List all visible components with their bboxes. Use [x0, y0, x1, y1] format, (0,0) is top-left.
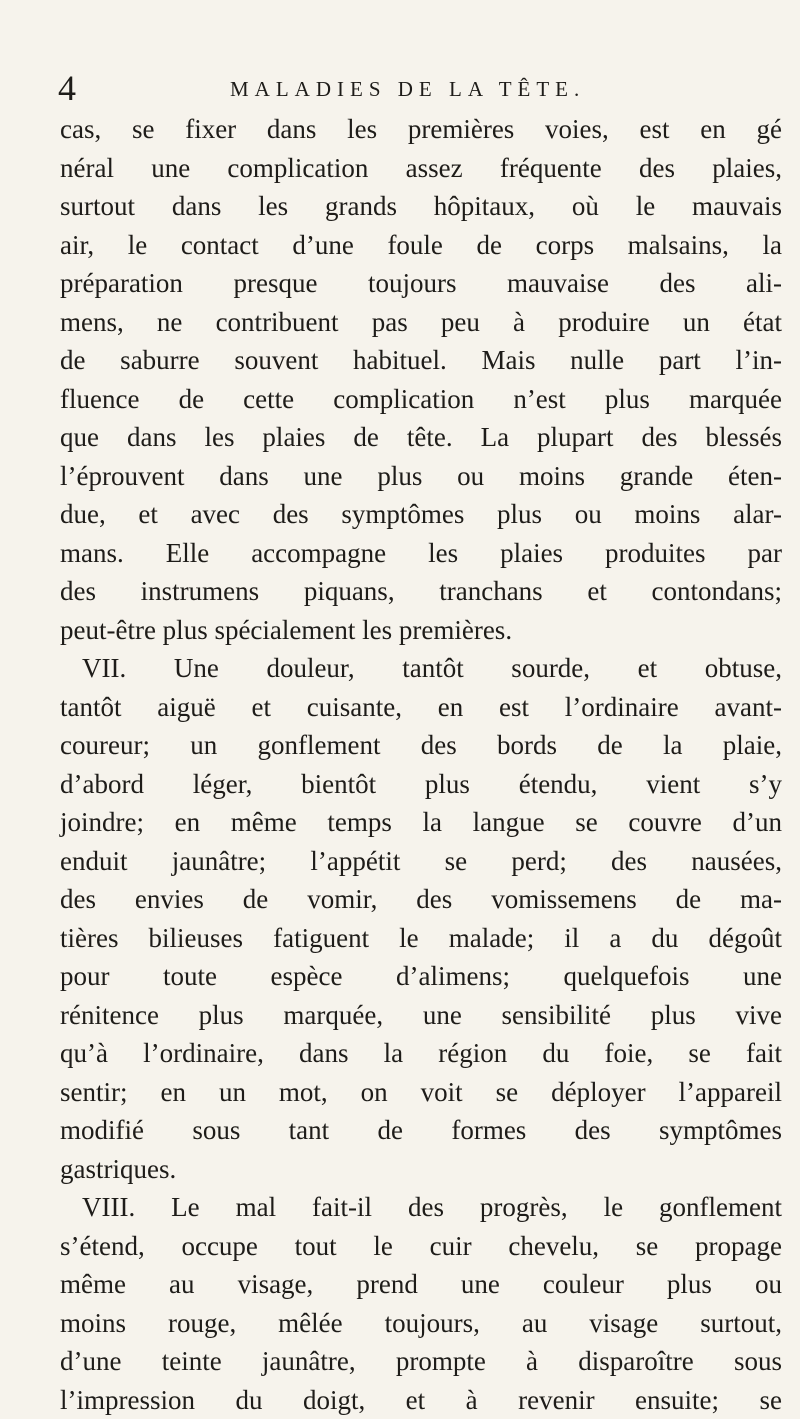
section-start-line: VIII. Le mal fait-il des progrès, le gonflement — [60, 1188, 782, 1227]
text-line: coureur; un gonflement des bords de la plaie, — [60, 726, 782, 765]
text-line: fluence de cette complication n’est plus marquée — [60, 380, 782, 419]
text-line: d’abord léger, bientôt plus étendu, vient s’y — [60, 765, 782, 804]
text-line: due, et avec des symptômes plus ou moins alar- — [60, 495, 782, 534]
text-line: d’une teinte jaunâtre, prompte à disparoître sous — [60, 1342, 782, 1381]
body-text — [60, 110, 782, 1419]
text-line: l’éprouvent dans une plus ou moins grande éten- — [60, 457, 782, 496]
text-line: même au visage, prend une couleur plus ou — [60, 1265, 782, 1304]
text-line: des envies de vomir, des vomissemens de ma- — [60, 880, 782, 919]
text-line: mens, ne contribuent pas peu à produire un état — [60, 303, 782, 342]
running-head: MALADIES DE LA TÊTE. — [230, 74, 585, 104]
text-line: qu’à l’ordinaire, dans la région du foie, se fait — [60, 1034, 782, 1073]
text-line: préparation presque toujours mauvaise des ali- — [60, 264, 782, 303]
text-line: de saburre souvent habituel. Mais nulle part l’in- — [60, 341, 782, 380]
text-line: gastriques. — [60, 1150, 782, 1189]
text-line: enduit jaunâtre; l’appétit se perd; des nausées, — [60, 842, 782, 881]
text-line: mans. Elle accompagne les plaies produites par — [60, 534, 782, 573]
page-number: 4 — [58, 68, 76, 108]
text-line: l’impression du doigt, et à revenir ensuite; se — [60, 1381, 782, 1419]
text-line: s’étend, occupe tout le cuir chevelu, se propage — [60, 1227, 782, 1266]
text-line: rénitence plus marquée, une sensibilité plus vive — [60, 996, 782, 1035]
section-start-line: VII. Une douleur, tantôt sourde, et obtuse, — [60, 649, 782, 688]
text-line: pour toute espèce d’alimens; quelquefois une — [60, 957, 782, 996]
text-line: tières bilieuses fatiguent le malade; il a du dégoût — [60, 919, 782, 958]
page-header — [58, 68, 760, 108]
text-line: tantôt aiguë et cuisante, en est l’ordinaire avant- — [60, 688, 782, 727]
text-line: peut-être plus spécialement les premières. — [60, 611, 782, 650]
text-line: des instrumens piquans, tranchans et contondans; — [60, 572, 782, 611]
text-line: moins rouge, mêlée toujours, au visage surtout, — [60, 1304, 782, 1343]
text-line: air, le contact d’une foule de corps malsains, la — [60, 226, 782, 265]
text-line: joindre; en même temps la langue se couvre d’un — [60, 803, 782, 842]
text-line: néral une complication assez fréquente des plaies, — [60, 149, 782, 188]
text-line: surtout dans les grands hôpitaux, où le mauvais — [60, 187, 782, 226]
text-line: sentir; en un mot, on voit se déployer l’appareil — [60, 1073, 782, 1112]
text-line: modifié sous tant de formes des symptômes — [60, 1111, 782, 1150]
text-line: que dans les plaies de tête. La plupart des blessés — [60, 418, 782, 457]
text-line: cas, se fixer dans les premières voies, est en gé — [60, 110, 782, 149]
